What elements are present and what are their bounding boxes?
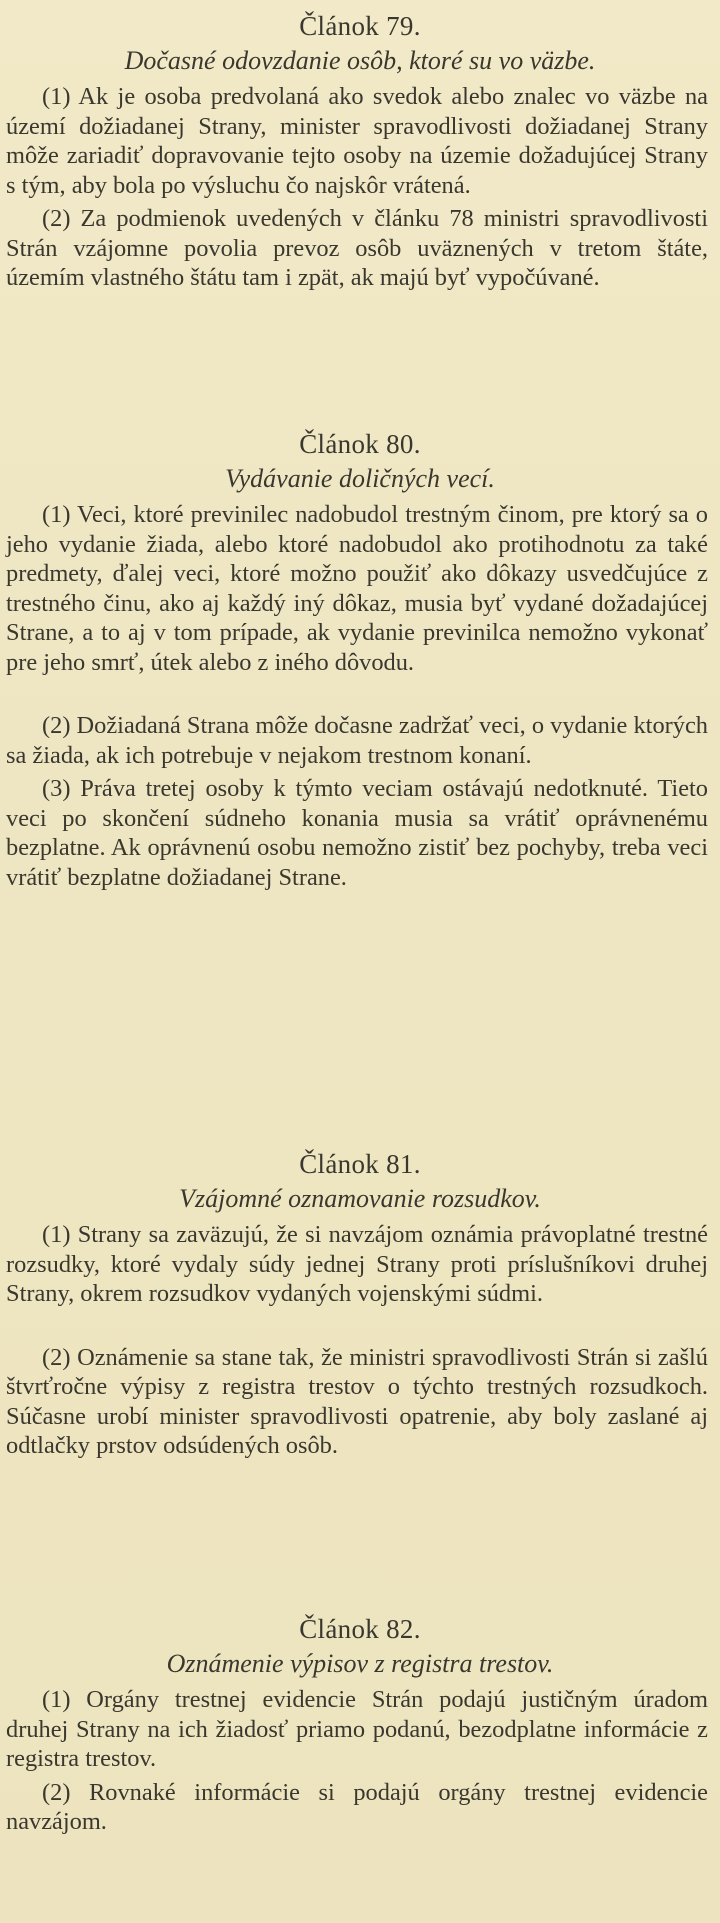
article-subtitle: Vydávanie doličných vecí. bbox=[225, 464, 495, 493]
article-paragraph: (2) Za podmienok uvedených v článku 78 ministri spravodlivosti Strán vzájomne povolia prevoz osôb uväznených v tretom štáte, územím vlastného štátu tam i zpät, ak majú byť vypočúvané. bbox=[6, 205, 708, 291]
article-paragraph: (2) Rovnaké informácie si podajú orgány trestnej evidencie navzájom. bbox=[6, 1778, 708, 1835]
article-81 bbox=[0, 1148, 720, 1461]
article-title: Článok 80. bbox=[299, 429, 421, 459]
article-subtitle: Vzájomné oznamovanie rozsudkov. bbox=[179, 1184, 541, 1213]
article-79 bbox=[0, 10, 720, 293]
article-subtitle: Dočasné odovzdanie osôb, ktoré su vo väzbe. bbox=[124, 46, 596, 75]
article-paragraph: (1) Veci, ktoré previnilec nadobudol trestným činom, pre ktorý sa o jeho vydanie žiada, alebo ktoré nadobudol ako protihodnotu za také predmety, ďalej veci, ktoré možno použiť ako dôkazy usvedčujúce z trestného činu, ako aj každý iný dôkaz, musia byť vydané dožadajúcej Strane, a to aj v tom prípade, ak vydanie previnilca nemožno vykonať pre jeho smrť, útek alebo z iného dôvodu. bbox=[6, 501, 708, 676]
article-title: Článok 81. bbox=[299, 1149, 421, 1179]
article-82 bbox=[0, 1613, 720, 1837]
article-title: Článok 79. bbox=[299, 11, 421, 41]
article-subtitle: Oznámenie výpisov z registra trestov. bbox=[166, 1649, 554, 1678]
article-paragraph: (1) Ak je osoba predvolaná ako svedok alebo znalec vo väzbe na území dožiadanej Strany, minister spravodlivosti dožiadanej Strany môže zariadiť dopravovanie tejto osoby na územie dožadujúcej Strany s tým, aby bola po výsluchu čo najskôr vrátená. bbox=[6, 83, 708, 199]
article-paragraph: (1) Orgány trestnej evidencie Strán podajú justičným úradom druhej Strany na ich žiadosť priamo podanú, bezodplatne informácie z registra trestov. bbox=[6, 1686, 708, 1772]
article-title: Článok 82. bbox=[299, 1614, 421, 1644]
article-paragraph: (3) Práva tretej osoby k týmto veciam ostávajú nedotknuté. Tieto veci po skončení súdneho konania musia sa vrátiť oprávnenému bezplatne. Ak oprávnenú osobu nemožno zistiť bez pochyby, treba veci vrátiť bezplatne dožiadanej Strane. bbox=[6, 775, 708, 891]
article-paragraph: (1) Strany sa zaväzujú, že si navzájom oznámia právoplatné trestné rozsudky, ktoré vydaly súdy jednej Strany proti príslušníkovi druhej Strany, okrem rozsudkov vydaných vojenskými súdmi. bbox=[6, 1221, 708, 1307]
article-80 bbox=[0, 428, 720, 892]
article-paragraph: (2) Dožiadaná Strana môže dočasne zadržať veci, o vydanie ktorých sa žiada, ak ich potrebuje v nejakom trestnom konaní. bbox=[6, 712, 708, 769]
article-paragraph: (2) Oznámenie sa stane tak, že ministri spravodlivosti Strán si zašlú štvrťročne výpisy z registra trestov o týchto trestných rozsudkoch. Súčasne urobí minister spravodlivosti opatrenie, aby boly zaslané aj odtlačky prstov odsúdených osôb. bbox=[6, 1343, 708, 1459]
